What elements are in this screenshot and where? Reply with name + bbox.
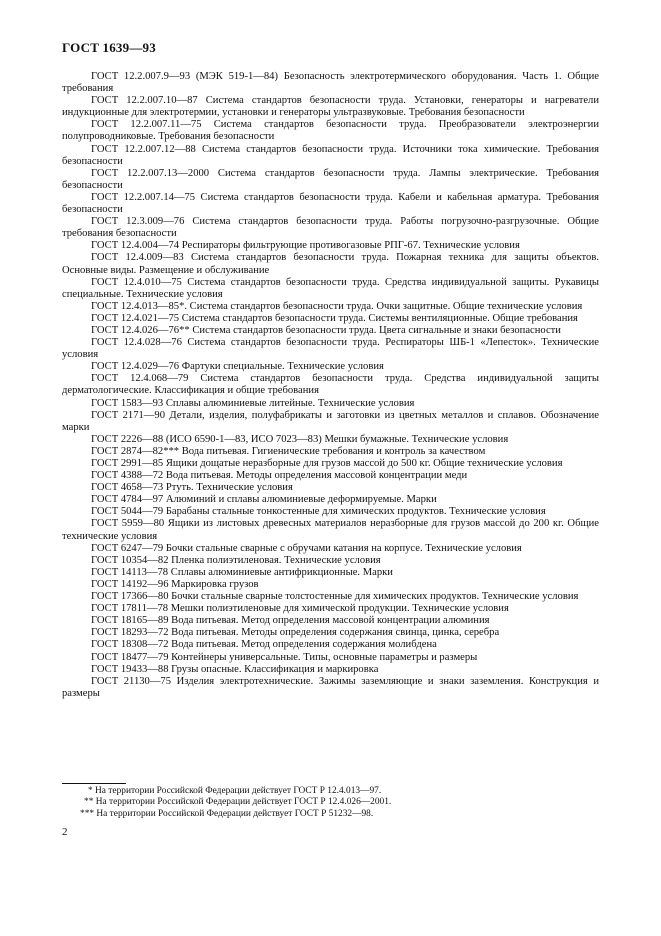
footnotes [62, 786, 599, 820]
reference-item: ГОСТ 18308—72 Вода питьевая. Метод определения содержания молибдена [91, 639, 437, 651]
reference-item: ГОСТ 4658—73 Ртуть. Технические условия [91, 482, 293, 494]
reference-list [62, 71, 599, 700]
reference-item: ГОСТ 12.4.004—74 Респираторы фильтрующие противогазовые РПГ-67. Технические условия [91, 240, 520, 252]
reference-item: ГОСТ 10354—82 Пленка полиэтиленовая. Технические условия [91, 554, 381, 566]
reference-item: ГОСТ 12.4.010—75 Система стандартов безопасности труда. Средства индивидуальной защиты. Рукавицы специальные. Технические условия [62, 276, 599, 300]
reference-item: ГОСТ 1583—93 Сплавы алюминиевые литейные. Технические условия [91, 397, 415, 409]
reference-item: ГОСТ 18165—89 Вода питьевая. Метод определения массовой концентрации алюминия [91, 615, 490, 627]
footnote-divider [62, 783, 126, 784]
reference-item: ГОСТ 6247—79 Бочки стальные сварные с обручами катания на корпусе. Технические условия [91, 542, 522, 554]
reference-item: ГОСТ 12.2.007.9—93 (МЭК 519-1—84) Безопасность электротермического оборудования. Часть 1. Общие требования [62, 71, 599, 95]
reference-item: ГОСТ 5044—79 Барабаны стальные тонкостенные для химических продуктов. Технические условия [91, 506, 546, 518]
reference-item: ГОСТ 12.2.007.12—88 Система стандартов безопасности труда. Источники тока химические. Требования безопасности [62, 143, 599, 167]
reference-item: ГОСТ 12.2.007.11—75 Система стандартов безопасности труда. Преобразователи электроэнергии полупроводниковые. Требования безопасности [62, 119, 599, 143]
reference-item: ГОСТ 12.4.028—76 Система стандартов безопасности труда. Респираторы ШБ-1 «Лепесток». Технические условия [62, 337, 599, 361]
reference-item: ГОСТ 18477—79 Контейнеры универсальные. Типы, основные параметры и размеры [91, 651, 478, 663]
reference-item: ГОСТ 12.4.009—83 Система стандартов безопасности труда. Пожарная техника для защиты объектов. Основные виды. Размещение и обслуживание [62, 252, 599, 276]
footnote-1: * На территории Российской Федерации действует ГОСТ Р 12.4.013—97. [88, 786, 382, 796]
reference-item: ГОСТ 19433—88 Грузы опасные. Классификация и маркировка [91, 663, 379, 675]
reference-item: ГОСТ 14113—78 Сплавы алюминиевые антифрикционные. Марки [91, 566, 393, 578]
reference-item: ГОСТ 4388—72 Вода питьевая. Методы определения массовой концентрации меди [91, 470, 468, 482]
reference-item: ГОСТ 18293—72 Вода питьевая. Методы определения содержания свинца, цинка, серебра [91, 627, 500, 639]
page-number: 2 [62, 826, 68, 838]
reference-item: ГОСТ 17811—78 Мешки полиэтиленовые для химической продукции. Технические условия [91, 603, 509, 615]
reference-item: ГОСТ 12.4.029—76 Фартуки специальные. Технические условия [91, 361, 384, 373]
reference-item: ГОСТ 12.4.026—76** Система стандартов безопасности труда. Цвета сигнальные и знаки безопасности [91, 324, 561, 336]
reference-item: ГОСТ 5959—80 Ящики из листовых древесных материалов неразборные для грузов массой до 200 кг. Общие технические условия [62, 518, 599, 542]
document-header: ГОСТ 1639—93 [62, 40, 156, 55]
reference-item: ГОСТ 2171—90 Детали, изделия, полуфабрикаты и заготовки из цветных металлов и сплавов. Обозначение марки [62, 409, 599, 433]
reference-item: ГОСТ 12.4.013—85*. Система стандартов безопасности труда. Очки защитные. Общие технические условия [91, 300, 583, 312]
reference-item: ГОСТ 2226—88 (ИСО 6590-1—83, ИСО 7023—83) Мешки бумажные. Технические условия [91, 433, 509, 445]
reference-item: ГОСТ 21130—75 Изделия электротехнические. Зажимы заземляющие и знаки заземления. Конструкция и размеры [62, 675, 599, 699]
footnote-3: *** На территории Российской Федерации действует ГОСТ Р 51232—98. [80, 808, 374, 819]
reference-item: ГОСТ 2874—82*** Вода питьевая. Гигиенические требования и контроль за качеством [91, 445, 486, 457]
reference-item: ГОСТ 12.3.009—76 Система стандартов безопасности труда. Работы погрузочно-разгрузочные. Общие требования безопасности [62, 216, 599, 240]
reference-item: ГОСТ 12.2.007.13—2000 Система стандартов безопасности труда. Лампы электрические. Требования безопасности [62, 167, 599, 191]
reference-item: ГОСТ 12.2.007.14—75 Система стандартов безопасности труда. Кабели и кабельная арматура. Требования безопасности [62, 191, 599, 216]
reference-item: ГОСТ 12.4.021—75 Система стандартов безопасности труда. Системы вентиляционные. Общие требования [91, 312, 578, 324]
reference-item: ГОСТ 4784—97 Алюминий и сплавы алюминиевые деформируемые. Марки [91, 494, 437, 506]
reference-item: ГОСТ 12.2.007.10—87 Система стандартов безопасности труда. Установки, генераторы и нагреватели индукционные для электротермии, установки и генераторы ультразвуковые. Требования безопасности [62, 95, 599, 119]
reference-item: ГОСТ 14192—96 Маркировка грузов [91, 578, 259, 590]
reference-item: ГОСТ 17366—80 Бочки стальные сварные толстостенные для химических продуктов. Технические условия [91, 591, 579, 603]
footnote-2: ** На территории Российской Федерации действует ГОСТ Р 12.4.026—2001. [84, 797, 392, 808]
reference-item: ГОСТ 2991—85 Ящики дощатые неразборные для грузов массой до 500 кг. Общие технические условия [91, 458, 563, 469]
reference-item: ГОСТ 12.4.068—79 Система стандартов безопасности труда. Средства индивидуальной защиты дерматологические. Классификация и общие требования [62, 373, 599, 397]
